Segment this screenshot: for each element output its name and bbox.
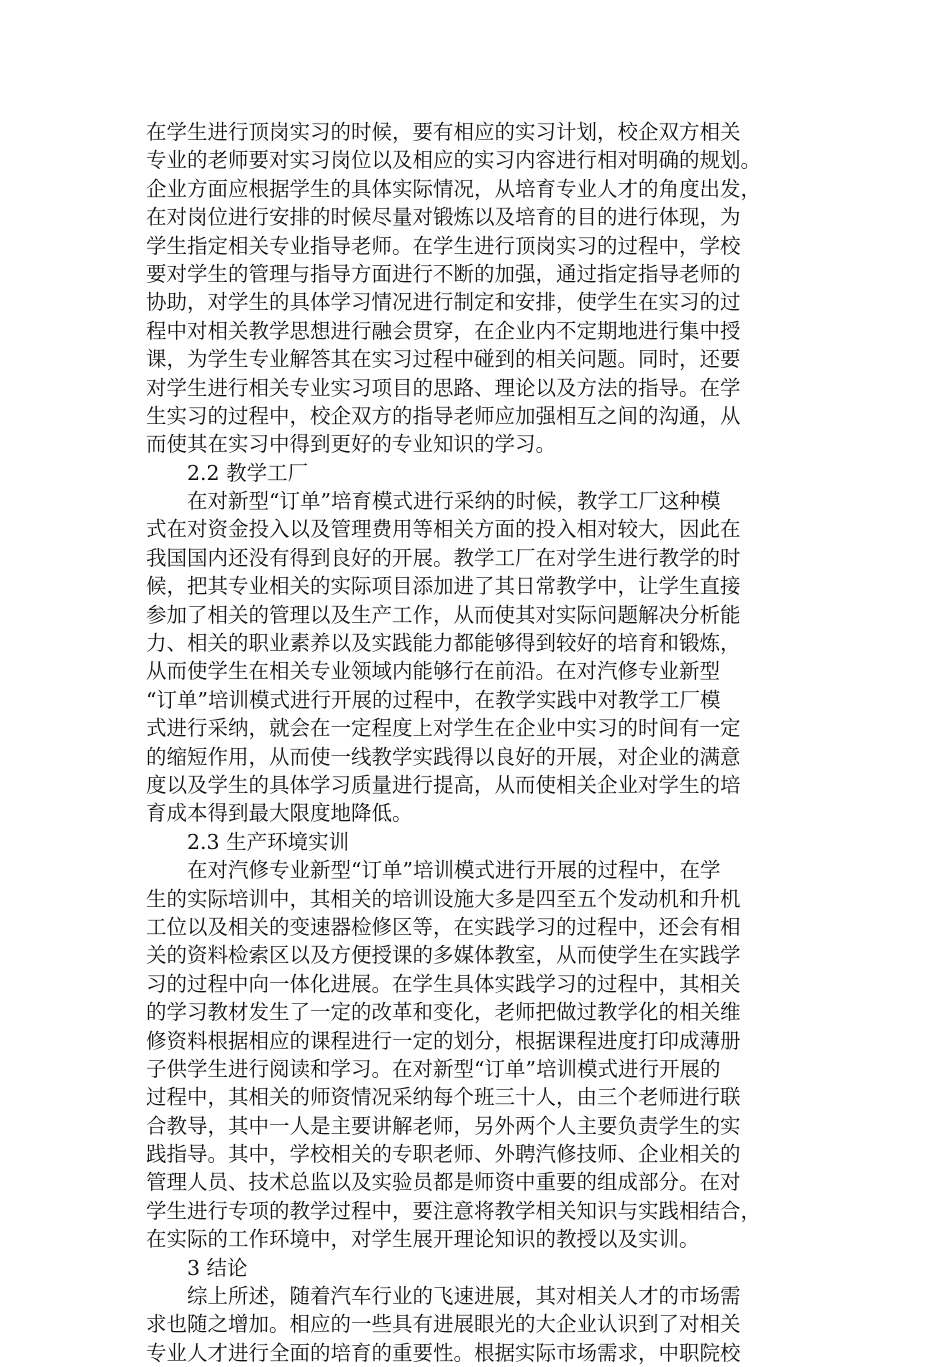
- document-page: [146, 118, 806, 1367]
- text-line: 关的资料检索区以及方便授课的多媒体教室，从而使学生在实践学: [146, 943, 741, 968]
- paragraph-teaching-factory: [146, 487, 806, 828]
- text-line: 过程中，其相关的师资情况采纳每个班三十人，由三个老师进行联: [146, 1085, 741, 1110]
- text-line: 协助，对学生的具体学习情况进行制定和安排，使学生在实习的过: [146, 290, 741, 315]
- text-line: 践指导。其中，学校相关的专职老师、外聘汽修技师、企业相关的: [146, 1142, 741, 1167]
- text-line: 管理人员、技术总监以及实验员都是师资中重要的组成部分。在对: [146, 1170, 741, 1195]
- text-line: 程中对相关教学思想进行融会贯穿，在企业内不定期地进行集中授: [146, 318, 741, 343]
- text-line: 力、相关的职业素养以及实践能力都能够得到较好的培育和锻炼，: [146, 631, 741, 656]
- text-line: 求也随之增加。相应的一些具有进展眼光的大企业认识到了对相关: [146, 1312, 741, 1337]
- text-line: 候，把其专业相关的实际项目添加进了其日常教学中，让学生直接: [146, 574, 741, 599]
- text-line: 在学生进行顶岗实习的时候，要有相应的实习计划，校企双方相关: [146, 120, 741, 144]
- text-line: 对学生进行相关专业实习项目的思路、理论以及方法的指导。在学: [146, 375, 741, 400]
- heading-3: 3 结论: [187, 1255, 248, 1280]
- text-line: 从而使学生在相关专业领域内能够行在前沿。在对汽修专业新型: [146, 659, 720, 684]
- text-line: 专业人才进行全面的培育的重要性。根据实际市场需求，中职院校: [146, 1340, 741, 1365]
- paragraph-conclusion: [146, 1282, 806, 1367]
- text-line: 要对学生的管理与指导方面进行不断的加强，通过指定指导老师的: [146, 261, 741, 286]
- heading-2-3: 2.3 生产环境实训: [187, 829, 350, 854]
- paragraph-internship-plan: [146, 118, 806, 459]
- text-line: 综上所述，随着汽车行业的飞速进展，其对相关人才的市场需: [187, 1284, 741, 1309]
- text-line: 的缩短作用，从而使一线教学实践得以良好的开展，对企业的满意: [146, 744, 741, 769]
- text-line: 而使其在实习中得到更好的专业知识的学习。: [146, 432, 556, 457]
- text-line: 在对汽修专业新型“订单”培训模式进行开展的过程中，在学: [187, 858, 721, 883]
- text-line: 工位以及相关的变速器检修区等，在实践学习的过程中，还会有相: [146, 914, 741, 939]
- text-line: “订单”培训模式进行开展的过程中，在教学实践中对教学工厂模: [146, 687, 721, 712]
- text-line: 在对新型“订单”培育模式进行采纳的时候，教学工厂这种模: [187, 489, 721, 514]
- text-line: 课，为学生专业解答其在实习过程中碰到的相关问题。同时，还要: [146, 347, 741, 372]
- text-line: 企业方面应根据学生的具体实际情况，从培育专业人才的角度出发，: [146, 176, 761, 201]
- text-line: 子供学生进行阅读和学习。在对新型“订单”培训模式进行开展的: [146, 1056, 721, 1081]
- text-line: 育成本得到最大限度地降低。: [146, 801, 413, 826]
- heading-2-2: 2.2 教学工厂: [187, 460, 309, 485]
- text-line: 生的实际培训中，其相关的培训设施大多是四至五个发动机和升机: [146, 886, 741, 911]
- text-line: 式进行采纳，就会在一定程度上对学生在企业中实习的时间有一定: [146, 716, 741, 741]
- paragraph-production-training: [146, 856, 806, 1253]
- text-line: 参加了相关的管理以及生产工作，从而使其对实际问题解决分析能: [146, 602, 741, 627]
- text-line: 我国国内还没有得到良好的开展。教学工厂在对学生进行教学的时: [146, 545, 741, 570]
- text-line: 在对岗位进行安排的时候尽量对锻炼以及培育的目的进行体现，为: [146, 205, 741, 230]
- text-line: 度以及学生的具体学习质量进行提高，从而使相关企业对学生的培: [146, 772, 741, 797]
- text-line: 学生指定相关专业指导老师。在学生进行顶岗实习的过程中，学校: [146, 233, 741, 258]
- text-line: 修资料根据相应的课程进行一定的划分，根据课程进度打印成薄册: [146, 1028, 741, 1053]
- text-line: 学生进行专项的教学过程中，要注意将教学相关知识与实践相结合，: [146, 1198, 761, 1223]
- text-line: 习的过程中向一体化进展。在学生具体实践学习的过程中，其相关: [146, 971, 741, 996]
- text-line: 的学习教材发生了一定的改革和变化，老师把做过教学化的相关维: [146, 1000, 741, 1025]
- text-line: 生实习的过程中，校企双方的指导老师应加强相互之间的沟通，从: [146, 403, 741, 428]
- text-line: 在实际的工作环境中，对学生展开理论知识的教授以及实训。: [146, 1227, 700, 1252]
- text-line: 专业的老师要对实习岗位以及相应的实习内容进行相对明确的规划。: [146, 148, 761, 173]
- text-line: 式在对资金投入以及管理费用等相关方面的投入相对较大，因此在: [146, 517, 741, 542]
- text-line: 合教导，其中一人是主要讲解老师，另外两个人主要负责学生的实: [146, 1113, 741, 1138]
